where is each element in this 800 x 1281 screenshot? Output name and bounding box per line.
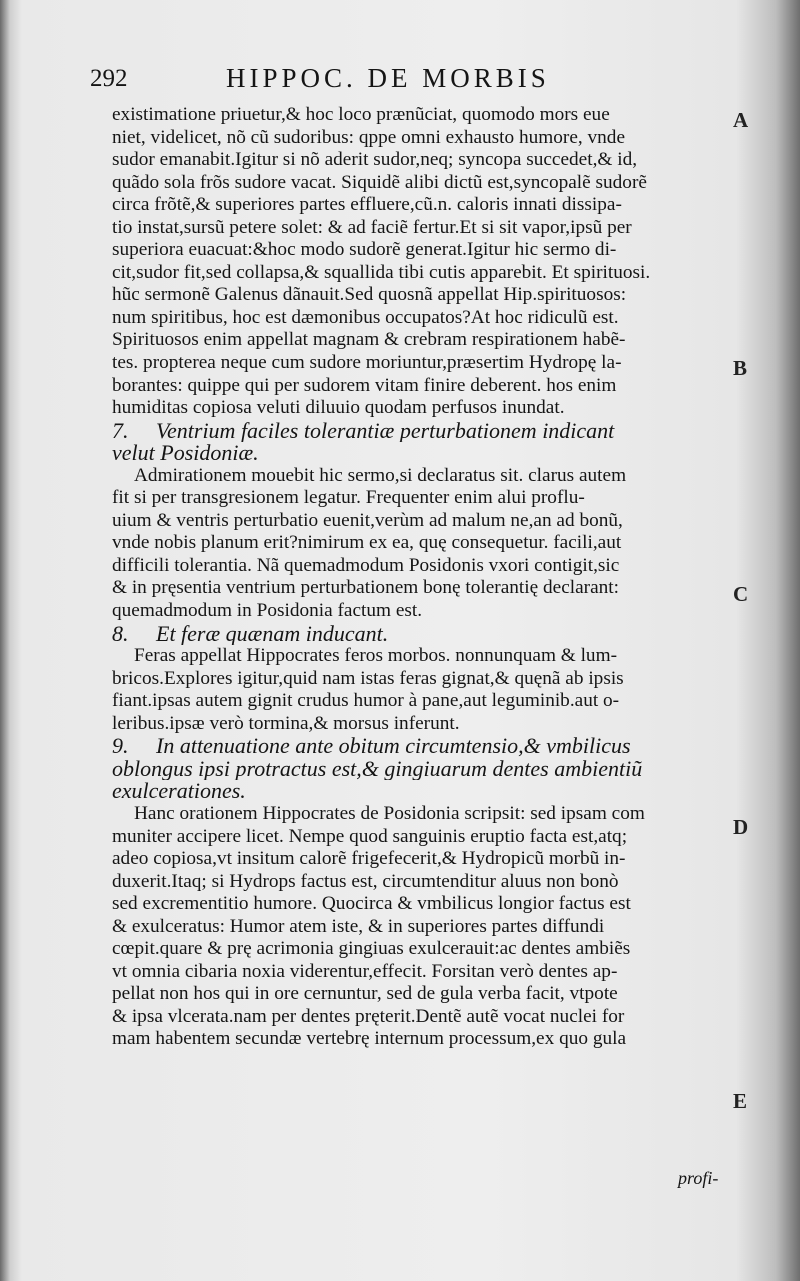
text-line: fiant.ipsas autem gignit crudus humor à pane,aut leguminib.aut o- bbox=[112, 690, 620, 712]
text-body bbox=[112, 104, 734, 1051]
section-heading bbox=[112, 735, 734, 758]
text-line: bricos.Explores igitur,quid nam istas feras gignat,& quęnã ab ipsis bbox=[112, 667, 624, 689]
margin-letter-d: D bbox=[733, 815, 749, 839]
text-line: humiditas copiosa veluti diluuio quodam perfusos inundat. bbox=[112, 397, 565, 419]
paragraph-first-line: Feras appellat Hippocrates feros morbos. nonnunquam & lum- bbox=[134, 645, 617, 667]
text-line: muniter accipere licet. Nempe quod sanguinis eruptio facta est,atq; bbox=[112, 825, 628, 847]
section-heading bbox=[112, 420, 734, 443]
text-line: tes. propterea neque cum sudore moriuntur,præsertim Hydropę la- bbox=[112, 352, 622, 374]
text-line: & in pręsentia ventrium perturbationem bonę tolerantię declarant: bbox=[112, 577, 620, 599]
text-line: fit si per transgresionem legatur. Frequenter enim alui proflu- bbox=[112, 487, 585, 509]
text-line: & ipsa vlcerata.nam per dentes pręterit.Dentẽ autẽ vocat nuclei for bbox=[112, 1005, 625, 1027]
section-number: 7. bbox=[112, 419, 129, 443]
text-line: vnde nobis planum erit?nimirum ex ea, quę consequetur. facili,aut bbox=[112, 532, 622, 554]
text-line: adeo copiosa,vt insitum calorẽ frigefecerit,& Hydropicũ morbũ in- bbox=[112, 848, 626, 870]
catchword: profi- bbox=[678, 1168, 719, 1188]
section-number: 9. bbox=[112, 735, 129, 758]
text-line: sed excrementitio humore. Quocirca & vmbilicus longior factus est bbox=[112, 893, 631, 915]
paragraph-first-line: Admirationem mouebit hic sermo,si declaratus sit. clarus autem bbox=[134, 464, 627, 486]
section-heading-text: Et feræ quænam inducant. bbox=[156, 622, 389, 646]
text-line: duxerit.Itaq; si Hydrops factus est, circumtenditur aluus non bonò bbox=[112, 870, 619, 892]
text-line: quemadmodum in Posidonia factum est. bbox=[112, 600, 423, 622]
text-line: num spiritibus, hoc est dæmonibus occupatos?At hoc ridiculũ est. bbox=[112, 306, 619, 328]
text-line: cit,sudor fit,sed collapsa,& squallida tibi cutis apparebit. Et spirituosi. bbox=[112, 261, 651, 283]
page-number: 292 bbox=[90, 65, 128, 92]
text-line: & exulceratus: Humor atem iste, & in superiores partes diffundi bbox=[112, 915, 605, 937]
text-line: leribus.ipsæ verò tormina,& morsus inferunt. bbox=[112, 712, 460, 734]
text-line: difficili tolerantia. Nã quemadmodum Posidonis vxori contigit,sic bbox=[112, 554, 620, 576]
paragraph-first-line: Hanc orationem Hippocrates de Posidonia scripsit: sed ipsam com bbox=[134, 802, 645, 824]
text-line: mam habentem secundæ vertebrę internum processum,ex quo gula bbox=[112, 1028, 627, 1050]
text-line: circa frõtẽ,& superiores partes effluere,cũ.n. caloris innati dissipa- bbox=[112, 194, 622, 216]
section-heading-continued: velut Posidoniæ. bbox=[112, 442, 259, 465]
section-heading-text: Ventrium faciles tolerantiæ perturbationem indicant bbox=[156, 419, 615, 443]
margin-letter-b: B bbox=[733, 356, 748, 380]
text-line: tio instat,sursũ petere solet: & ad faciẽ fertur.Et si sit vapor,ipsũ per bbox=[112, 216, 632, 238]
text-line: niet, videlicet, nõ cũ sudoribus: qppe omni exhausto humore, vnde bbox=[112, 126, 625, 148]
running-title: HIPPOC. DE MORBIS bbox=[226, 63, 550, 93]
text-line: borantes: quippe qui per sudorem vitam finire deberent. hos enim bbox=[112, 374, 617, 396]
section-heading-text: In attenuatione ante obitum circumtensio,& vmbilicus bbox=[156, 735, 631, 758]
section-heading bbox=[112, 623, 734, 646]
section-heading-continued: oblongus ipsi protractus est,& gingiuarum dentes ambientiũ bbox=[112, 757, 643, 781]
margin-letter-a: A bbox=[733, 108, 749, 132]
text-line: pellat non hos qui in ore cernuntur, sed de gula verba facit, vtpote bbox=[112, 983, 618, 1005]
text-line: existimatione priuetur,& hoc loco prænũciat, quomodo mors eue bbox=[112, 104, 610, 125]
margin-letter-e: E bbox=[733, 1089, 748, 1113]
text-line: superiora euacuat:&hoc modo sudorẽ generat.Igitur hic sermo di- bbox=[112, 239, 617, 261]
text-line: hũc sermonẽ Galenus dãnauit.Sed quosnã appellat Hip.spirituosos: bbox=[112, 284, 627, 306]
section-heading-continued: exulcerationes. bbox=[112, 780, 246, 803]
section-number: 8. bbox=[112, 622, 129, 646]
text-line: cœpit.quare & prę acrimonia gingiuas exulcerauit:ac dentes ambiẽs bbox=[112, 938, 631, 960]
text-line: uium & ventris perturbatio euenit,verùm ad malum ne,an ad bonũ, bbox=[112, 509, 623, 531]
text-line: quãdo sola frõs sudore vacat. Siquidẽ alibi dictũ est,syncopalẽ sudorẽ bbox=[112, 171, 647, 193]
page-header bbox=[90, 63, 690, 103]
text-line: sudor emanabit.Igitur si nõ aderit sudor,neq; syncopa succedet,& id, bbox=[112, 149, 638, 171]
text-line: Spirituosos enim appellat magnam & crebram respirationem habẽ- bbox=[112, 329, 626, 351]
margin-letter-c: C bbox=[733, 582, 749, 606]
text-line: vt omnia cibaria noxia viderentur,effecit. Forsitan verò dentes ap- bbox=[112, 960, 618, 982]
